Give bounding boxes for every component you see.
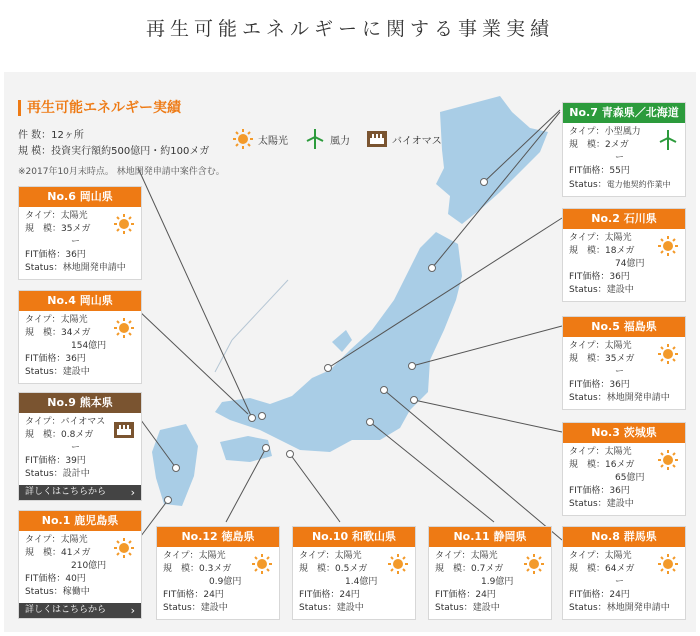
card-type: 太陽光 — [604, 233, 632, 243]
label-type: タイプ： — [569, 341, 605, 351]
label-type: タイプ： — [435, 551, 471, 561]
card-title: No.11 静岡県 — [429, 527, 551, 547]
card-status: 建設中 — [200, 603, 228, 613]
label-scale: 規 模： — [569, 564, 606, 574]
card-scale: 35メガ — [61, 224, 91, 234]
card-body — [429, 547, 551, 619]
biomass-icon — [113, 419, 135, 441]
card-scale: 0.3メガ — [199, 564, 232, 574]
card-title: No.10 和歌山県 — [293, 527, 415, 547]
label-type: タイプ： — [25, 315, 61, 325]
card-scale: 34メガ — [61, 328, 91, 338]
label-scale: 規 模： — [435, 564, 472, 574]
card-status: 設計中 — [62, 469, 90, 479]
card-sub: 210億円 — [71, 561, 107, 571]
label-scale: 規 模： — [25, 328, 62, 338]
sun-icon — [387, 553, 409, 575]
label-status: Status： — [299, 603, 337, 613]
page-title: 再生可能エネルギーに関する事業実績 — [145, 18, 554, 40]
card-title: No.2 石川県 — [563, 209, 685, 229]
sun-icon — [113, 213, 135, 235]
count-line: 件 数：12ヶ所 — [18, 130, 84, 141]
card-scale: 64メガ — [605, 564, 635, 574]
label-fit: FIT価格： — [435, 590, 476, 600]
label-type: タイプ： — [569, 127, 605, 137]
card-fit: 36円 — [65, 354, 86, 364]
card-status: 林地開発申請中 — [606, 393, 670, 403]
card-title: No.5 福島県 — [563, 317, 685, 337]
card-status: 林地開発申請中 — [606, 603, 670, 613]
card-scale: 2メガ — [605, 140, 629, 150]
location-dots — [165, 179, 488, 504]
details-link[interactable]: 詳しくはこちらから › — [19, 603, 141, 618]
label-fit: FIT価格： — [569, 380, 610, 390]
hokkaido-shape — [436, 96, 548, 224]
card-no10 — [292, 526, 416, 620]
card-fit: 36円 — [609, 380, 630, 390]
card-status: 林地開発申請中 — [62, 263, 126, 273]
label-fit: FIT価格： — [25, 354, 66, 364]
label-type: タイプ： — [299, 551, 335, 561]
card-type: 太陽光 — [60, 211, 88, 221]
card-no12 — [156, 526, 280, 620]
card-sub: 65億円 — [615, 473, 645, 483]
card-scale: 35メガ — [605, 354, 635, 364]
card-no2 — [562, 208, 686, 302]
legend-item-solar — [232, 128, 288, 150]
card-no11 — [428, 526, 552, 620]
card-status: 建設中 — [62, 367, 90, 377]
label-type: タイプ： — [569, 233, 605, 243]
legend-item-wind — [304, 128, 350, 150]
label-fit: FIT価格： — [25, 250, 66, 260]
label-status: Status： — [25, 367, 63, 377]
label-fit: FIT価格： — [163, 590, 204, 600]
label-fit: FIT価格： — [299, 590, 340, 600]
card-fit: 24円 — [339, 590, 360, 600]
label-type: タイプ： — [25, 211, 61, 221]
legend-label: 風力 — [330, 135, 350, 147]
card-no3 — [562, 422, 686, 516]
card-body — [19, 207, 141, 279]
card-type: 太陽光 — [604, 341, 632, 351]
details-link[interactable]: 詳しくはこちらから › — [19, 485, 141, 500]
card-no9 — [18, 392, 142, 501]
card-fit: 55円 — [609, 166, 630, 176]
section-heading: 再生可能エネルギー実績 — [18, 100, 181, 116]
card-title: No.9 熊本県 — [19, 393, 141, 413]
card-sub: ー — [615, 577, 625, 587]
label-fit: FIT価格： — [569, 590, 610, 600]
card-scale: 16メガ — [605, 460, 635, 470]
label-type: タイプ： — [25, 417, 61, 427]
label-status: Status： — [163, 603, 201, 613]
noto-shape — [332, 330, 352, 352]
card-scale: 0.7メガ — [471, 564, 504, 574]
card-status: 建設中 — [606, 285, 634, 295]
card-scale: 41メガ — [61, 548, 91, 558]
card-body — [19, 413, 141, 485]
card-sub: ー — [71, 443, 81, 453]
label-fit: FIT価格： — [569, 166, 610, 176]
card-status: 建設中 — [606, 499, 634, 509]
biomass-icon — [366, 128, 388, 150]
sun-icon — [657, 449, 679, 471]
sun-icon — [232, 128, 254, 150]
card-fit: 36円 — [609, 272, 630, 282]
card-fit: 40円 — [65, 574, 86, 584]
card-fit: 24円 — [475, 590, 496, 600]
label-status: Status： — [25, 587, 63, 597]
card-type: 太陽光 — [60, 315, 88, 325]
card-status: 電力他契約作業中 — [606, 180, 671, 189]
card-status: 建設中 — [472, 603, 500, 613]
scale-line: 規 模：投資実行額約500億円・約100メガ — [18, 146, 210, 157]
label-fit: FIT価格： — [25, 456, 66, 466]
card-type: 太陽光 — [198, 551, 226, 561]
card-fit: 24円 — [203, 590, 224, 600]
label-fit: FIT価格： — [25, 574, 66, 584]
card-title: No.8 群馬県 — [563, 527, 685, 547]
card-type: 太陽光 — [334, 551, 362, 561]
sun-icon — [113, 317, 135, 339]
label-scale: 規 模： — [569, 354, 606, 364]
card-fit: 36円 — [609, 486, 630, 496]
card-no1 — [18, 510, 142, 619]
sun-icon — [657, 343, 679, 365]
card-title: No.12 徳島県 — [157, 527, 279, 547]
card-body — [563, 443, 685, 515]
card-title: No.7 青森県／北海道 — [563, 103, 685, 123]
card-fit: 36円 — [65, 250, 86, 260]
legend-item-biomass — [366, 128, 442, 150]
label-scale: 規 模： — [569, 460, 606, 470]
sun-icon — [251, 553, 273, 575]
card-no4 — [18, 290, 142, 384]
card-body — [563, 123, 685, 196]
legend-label: バイオマス — [392, 135, 442, 147]
sun-icon — [523, 553, 545, 575]
sun-icon — [657, 235, 679, 257]
card-type: バイオマス — [60, 417, 106, 427]
card-sub: ー — [615, 153, 625, 163]
label-fit: FIT価格： — [569, 486, 610, 496]
card-no7 — [562, 102, 686, 197]
card-no8 — [562, 526, 686, 620]
label-status: Status： — [569, 285, 607, 295]
label-scale: 規 模： — [569, 246, 606, 256]
card-sub: 1.4億円 — [345, 577, 378, 587]
card-body — [19, 531, 141, 603]
label-type: タイプ： — [569, 551, 605, 561]
card-type: 太陽光 — [604, 551, 632, 561]
card-no5 — [562, 316, 686, 410]
card-body — [293, 547, 415, 619]
label-status: Status： — [569, 180, 607, 190]
label-scale: 規 模： — [25, 224, 62, 234]
label-scale: 規 模： — [163, 564, 200, 574]
card-scale: 0.8メガ — [61, 430, 94, 440]
card-scale: 0.5メガ — [335, 564, 368, 574]
card-sub: 74億円 — [615, 259, 645, 269]
card-body — [563, 229, 685, 301]
label-status: Status： — [569, 603, 607, 613]
label-type: タイプ： — [25, 535, 61, 545]
card-body — [563, 337, 685, 409]
note-line: ※2017年10月末時点。 林地開発申請中案件含む。 — [18, 167, 225, 177]
label-scale: 規 模： — [25, 548, 62, 558]
card-type: 小型風力 — [604, 127, 641, 137]
card-fit: 24円 — [609, 590, 630, 600]
card-sub: ー — [615, 367, 625, 377]
card-no6 — [18, 186, 142, 280]
sun-icon — [657, 553, 679, 575]
card-type: 太陽光 — [470, 551, 498, 561]
card-title: No.6 岡山県 — [19, 187, 141, 207]
card-sub: 0.9億円 — [209, 577, 242, 587]
card-fit: 39円 — [65, 456, 86, 466]
label-type: タイプ： — [569, 447, 605, 457]
label-type: タイプ： — [163, 551, 199, 561]
card-type: 太陽光 — [604, 447, 632, 457]
card-title: No.1 鹿児島県 — [19, 511, 141, 531]
sun-icon — [113, 537, 135, 559]
label-status: Status： — [569, 393, 607, 403]
wind-turbine-icon — [304, 128, 326, 150]
label-scale: 規 模： — [569, 140, 606, 150]
label-fit: FIT価格： — [569, 272, 610, 282]
wind-turbine-icon — [657, 129, 679, 151]
card-title: No.4 岡山県 — [19, 291, 141, 311]
label-status: Status： — [25, 263, 63, 273]
card-title: No.3 茨城県 — [563, 423, 685, 443]
card-status: 建設中 — [336, 603, 364, 613]
card-body — [563, 547, 685, 619]
card-status: 稼働中 — [62, 587, 90, 597]
label-status: Status： — [25, 469, 63, 479]
card-sub: ー — [71, 237, 81, 247]
label-status: Status： — [435, 603, 473, 613]
legend-label: 太陽光 — [258, 135, 288, 147]
card-body — [157, 547, 279, 619]
card-sub: 1.9億円 — [481, 577, 514, 587]
label-scale: 規 模： — [299, 564, 336, 574]
card-body — [19, 311, 141, 383]
card-sub: 154億円 — [71, 341, 107, 351]
card-type: 太陽光 — [60, 535, 88, 545]
card-scale: 18メガ — [605, 246, 635, 256]
label-scale: 規 模： — [25, 430, 62, 440]
label-status: Status： — [569, 499, 607, 509]
legend — [232, 128, 452, 150]
